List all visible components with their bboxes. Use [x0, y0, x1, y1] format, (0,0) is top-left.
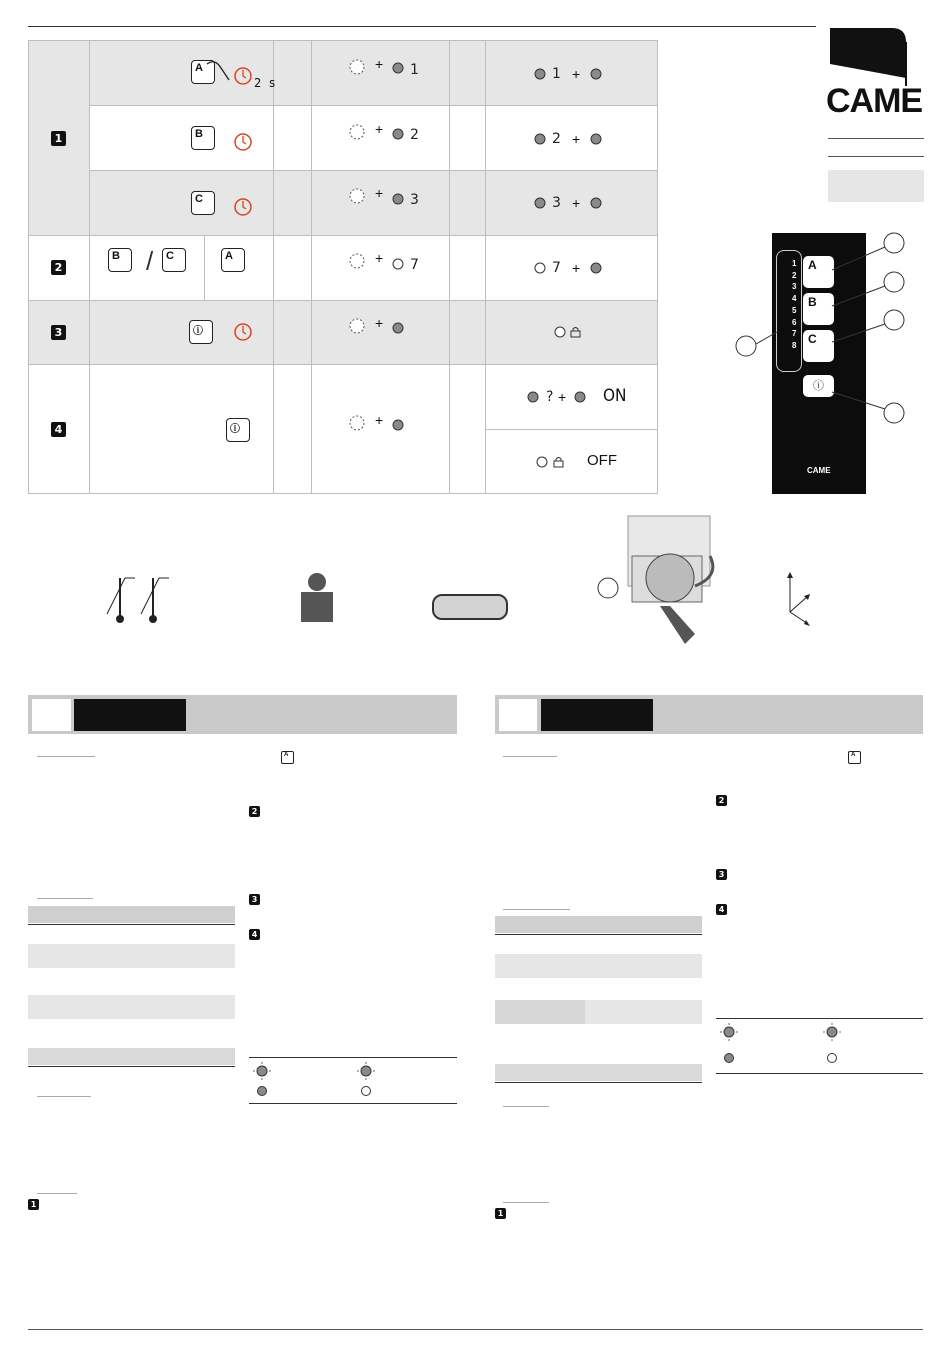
led-on-icon — [530, 64, 550, 84]
remote-button-a[interactable]: A — [803, 256, 834, 288]
led-off-indicator — [361, 1086, 371, 1096]
right-table-bottom — [495, 1082, 702, 1083]
timer-icon — [233, 322, 253, 342]
remote-led-number: 2 — [792, 270, 797, 280]
plus-sign: + — [375, 250, 384, 266]
left-header-square — [32, 699, 71, 731]
led-blink-icon — [345, 120, 369, 144]
led-blink-icon — [356, 1061, 376, 1081]
off-label: OFF — [587, 452, 617, 469]
hline-r1b — [89, 170, 658, 171]
led-off-icon — [388, 254, 408, 274]
question-label: ? — [546, 389, 554, 405]
vline-4 — [449, 40, 450, 494]
key-a-icon: A — [191, 60, 215, 84]
led-on-icon — [388, 189, 408, 209]
plus-sign: + — [375, 121, 384, 137]
left-table-header — [28, 906, 235, 923]
remote-button-c[interactable]: C — [803, 330, 834, 362]
hline-r3 — [28, 364, 658, 365]
led-off-icon — [532, 452, 552, 472]
led-on-indicator — [257, 1086, 267, 1096]
left-step-badge-3: 3 — [249, 894, 260, 905]
right-underline-4 — [503, 1202, 549, 1203]
left-step-badge-1: 1 — [28, 1199, 39, 1210]
key-a-small-icon: A — [281, 751, 294, 764]
key-b-icon: B — [191, 126, 215, 150]
right-table-header — [495, 916, 702, 933]
led-blink-icon — [345, 314, 369, 338]
bottom-rule — [28, 1329, 923, 1330]
led-number-label: 2 — [410, 127, 419, 143]
led-on-icon — [586, 258, 606, 278]
key-info-icon: ⓘ — [226, 418, 250, 442]
plus-sign: + — [572, 66, 581, 82]
slash-divider: / — [146, 246, 154, 276]
remote-led-number: 4 — [792, 294, 797, 304]
right-header-square — [499, 699, 537, 731]
remote-led-number: 8 — [792, 340, 797, 350]
led-on-icon — [388, 124, 408, 144]
step-badge-3: 3 — [51, 325, 66, 340]
remote-led-number: 3 — [792, 282, 797, 292]
remote-button-b[interactable]: B — [803, 293, 834, 325]
led-on-icon — [530, 193, 550, 213]
key-c-icon: C — [191, 191, 215, 215]
timer-2s-label: 2 s — [254, 76, 276, 90]
left-underline — [37, 756, 95, 757]
led-on-icon — [523, 387, 543, 407]
key-b-icon: B — [108, 248, 132, 272]
plus-sign: + — [572, 260, 581, 276]
led-on-icon — [530, 129, 550, 149]
led-blink-icon — [345, 184, 369, 208]
right-legend-top — [716, 1018, 923, 1019]
timer-icon — [233, 197, 253, 217]
led-blink-icon — [719, 1022, 739, 1042]
plus-sign: + — [375, 412, 384, 428]
led-on-icon — [586, 64, 606, 84]
led-on-icon — [388, 58, 408, 78]
left-step-badge-4: 4 — [249, 929, 260, 940]
came-logo-text: CAME — [826, 82, 923, 120]
plus-sign: + — [375, 315, 384, 331]
step-badge-1: 1 — [51, 131, 66, 146]
battery-icon — [432, 594, 508, 620]
remote-led-number: 6 — [792, 317, 797, 327]
left-underline-2 — [37, 898, 93, 899]
hline-r2 — [28, 300, 658, 301]
left-table-row — [28, 1048, 235, 1065]
left-header-tab — [74, 699, 186, 731]
led-number-label: 3 — [410, 192, 419, 208]
led-off-icon — [530, 258, 550, 278]
plus-sign: + — [572, 131, 581, 147]
led-blink-icon — [822, 1022, 842, 1042]
right-step-badge-3: 3 — [716, 869, 727, 880]
finger-press-icon — [205, 58, 235, 88]
led-on-icon — [570, 387, 590, 407]
led-on-icon — [586, 129, 606, 149]
led-on-icon — [388, 415, 408, 435]
led-on-icon — [586, 193, 606, 213]
led-blink-icon — [345, 55, 369, 79]
remote-brand: CAME — [807, 466, 831, 475]
key-info-icon: ⓘ — [189, 320, 213, 344]
left-underline-4 — [37, 1193, 77, 1194]
plus-sign: + — [375, 56, 384, 72]
led-number-label: 7 — [552, 260, 561, 276]
key-a-small-icon: A — [848, 751, 861, 764]
step-badge-2: 2 — [51, 260, 66, 275]
vline-3 — [311, 40, 312, 494]
key-c-icon: C — [162, 248, 186, 272]
right-table-row — [495, 1064, 702, 1081]
lock-icon — [570, 326, 582, 338]
led-number-label: 2 — [552, 131, 561, 147]
logo-rule-2 — [828, 156, 924, 157]
right-table-rule — [495, 934, 702, 935]
plus-sign: + — [375, 185, 384, 201]
callout-lines — [732, 232, 912, 432]
left-table-row — [28, 995, 235, 1019]
remote-led-number: 1 — [792, 259, 797, 268]
remote-led-number: 5 — [792, 305, 797, 315]
left-step-badge-2: 2 — [249, 806, 260, 817]
on-label: ON — [603, 386, 627, 406]
vline-2 — [273, 40, 274, 494]
top-rule — [28, 26, 816, 27]
remote-led-number: 7 — [792, 329, 797, 339]
vline-1 — [89, 40, 90, 494]
plus-sign: + — [572, 195, 581, 211]
led-on-indicator — [724, 1053, 734, 1063]
right-underline-2 — [503, 909, 570, 910]
right-step-badge-4: 4 — [716, 904, 727, 915]
led-on-icon — [388, 318, 408, 338]
left-legend-top — [249, 1057, 457, 1058]
plus-sign: + — [558, 389, 567, 405]
led-blink-icon — [345, 249, 369, 273]
key-a-ok-icon: A — [221, 248, 245, 272]
led-number-label: 3 — [552, 195, 561, 211]
remote-button-info[interactable]: ⓘ — [803, 375, 834, 397]
led-number-label: 1 — [410, 62, 419, 78]
left-table-rule — [28, 924, 235, 925]
led-blink-icon — [345, 411, 369, 435]
right-table-row — [495, 954, 702, 978]
led-off-icon — [550, 322, 570, 342]
right-table-cell-dark — [495, 1000, 585, 1024]
right-underline-3 — [503, 1106, 549, 1107]
timer-icon — [233, 132, 253, 152]
right-header-tab — [541, 699, 653, 731]
led-number-label: 1 — [552, 66, 561, 82]
hline-r4 — [485, 429, 658, 430]
lock-icon — [553, 456, 565, 468]
led-number-label: 7 — [410, 257, 419, 273]
battery-replacement-illustration — [600, 516, 720, 656]
vline-5 — [485, 40, 486, 494]
led-blink-icon — [252, 1061, 272, 1081]
vline-row2 — [204, 235, 205, 300]
left-table-row — [28, 944, 235, 968]
left-legend-bottom — [249, 1103, 457, 1104]
left-underline-3 — [37, 1096, 91, 1097]
came-logo — [826, 26, 926, 121]
right-underline — [503, 756, 557, 757]
hline-r1c — [28, 235, 658, 236]
led-off-indicator — [827, 1053, 837, 1063]
hline-r1a — [89, 105, 658, 106]
step-badge-4: 4 — [51, 422, 66, 437]
axes-icon — [780, 570, 820, 630]
right-step-badge-2: 2 — [716, 795, 727, 806]
logo-gray-box — [828, 170, 924, 202]
weight-icon — [299, 572, 335, 624]
thermometer-icon — [105, 576, 175, 626]
right-step-badge-1: 1 — [495, 1208, 506, 1219]
logo-rule-1 — [828, 138, 924, 139]
left-table-bottom — [28, 1066, 235, 1067]
right-legend-bottom — [716, 1073, 923, 1074]
timer-icon — [233, 66, 253, 86]
